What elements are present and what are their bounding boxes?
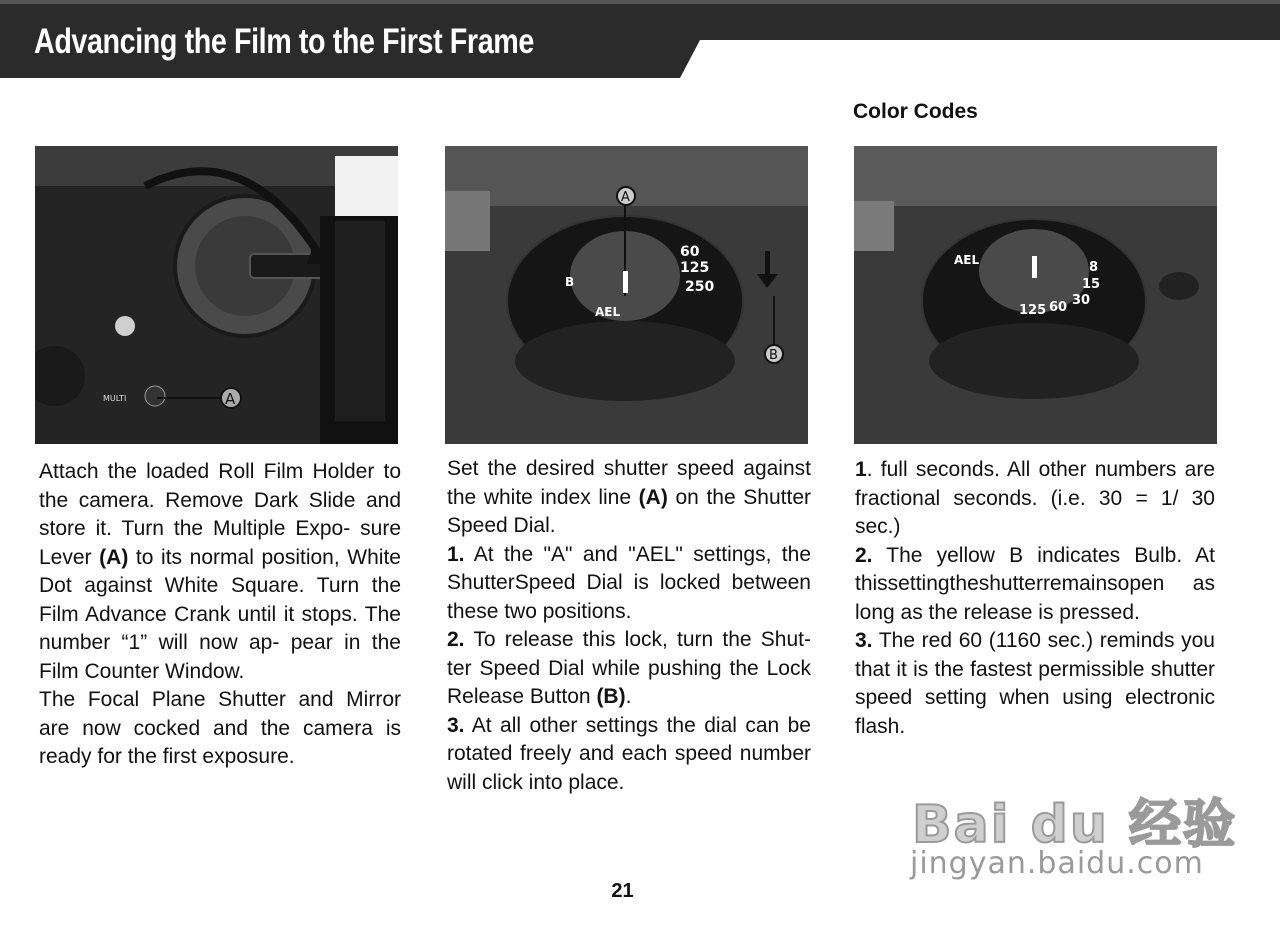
col2-step-2: 2. To release this lock, turn the Shut- ter Speed Dial while pushing the Lock Release Button (B). [447, 628, 811, 708]
col2-paragraph-1: Set the desired shutter speed against the white index line (A) on the Shutter Speed Dial. [447, 457, 812, 537]
col1-paragraph-1: Attach the loaded Roll Film Holder to the camera. Remove Dark Slide and store it. Turn the Multiple Expo- sure Lever (A) to its normal position, White Dot against White Square. Turn the Film Advance Crank until it stops. The number “1” will now ap- pear in the Film Counter Window. [39, 460, 401, 683]
svg-text:A: A [621, 190, 630, 205]
header-bar [0, 0, 1280, 78]
svg-text:AEL: AEL [954, 253, 980, 267]
photo-film-advance [35, 146, 398, 444]
svg-text:250: 250 [685, 279, 715, 295]
col3-item-3: 3. The red 60 (1160 sec.) reminds you that it is the fastest permissible shutter speed setting when using electronic flash. [855, 629, 1215, 738]
page-number: 21 [611, 880, 634, 902]
page-title: Advancing the Film to the First Frame [34, 22, 534, 61]
svg-text:B: B [769, 348, 778, 363]
watermark-brand: Bai du 经验 [912, 795, 1237, 855]
col3-item-2: 2. The yellow B indicates Bulb. At thissettingtheshutterremainsopen as long as the release is pressed. [855, 543, 1215, 624]
column-3-text [855, 456, 1215, 741]
svg-text:B: B [565, 275, 575, 289]
svg-text:30: 30 [1072, 293, 1091, 308]
shutter-dial-illustration [445, 146, 808, 444]
color-dial-illustration [854, 146, 1217, 444]
col2-step-1: 1. At the "A" and "AEL" settings, the ShutterSpeed Dial is locked between these two positions. [447, 542, 811, 623]
label-a: A [225, 390, 236, 408]
photo-color-codes-dial [854, 146, 1217, 444]
col1-paragraph-2: The Focal Plane Shutter and Mirror are now cocked and the camera is ready for the first exposure. [39, 688, 401, 768]
svg-text:60: 60 [1049, 300, 1068, 315]
color-codes-heading: Color Codes [853, 100, 978, 123]
watermark-url: jingyan.baidu.com [910, 846, 1204, 881]
svg-text:8: 8 [1089, 260, 1099, 275]
svg-text:15: 15 [1082, 277, 1101, 292]
col3-item-1: 1. full seconds. All other numbers are fractional seconds. (i.e. 30 = 1/ 30 sec.) [855, 458, 1215, 538]
column-1-text [39, 458, 401, 772]
svg-text:125: 125 [1019, 303, 1047, 318]
svg-text:60: 60 [680, 244, 700, 260]
svg-text:AEL: AEL [595, 305, 621, 319]
column-2-text [447, 455, 811, 797]
svg-text:125: 125 [680, 260, 710, 276]
col2-step-3: 3. At all other settings the dial can be rotated freely and each speed number will click into place. [447, 713, 811, 794]
photo-shutter-dial [445, 146, 808, 444]
camera-side-illustration [35, 146, 398, 444]
svg-text:MULTI: MULTI [103, 394, 127, 403]
